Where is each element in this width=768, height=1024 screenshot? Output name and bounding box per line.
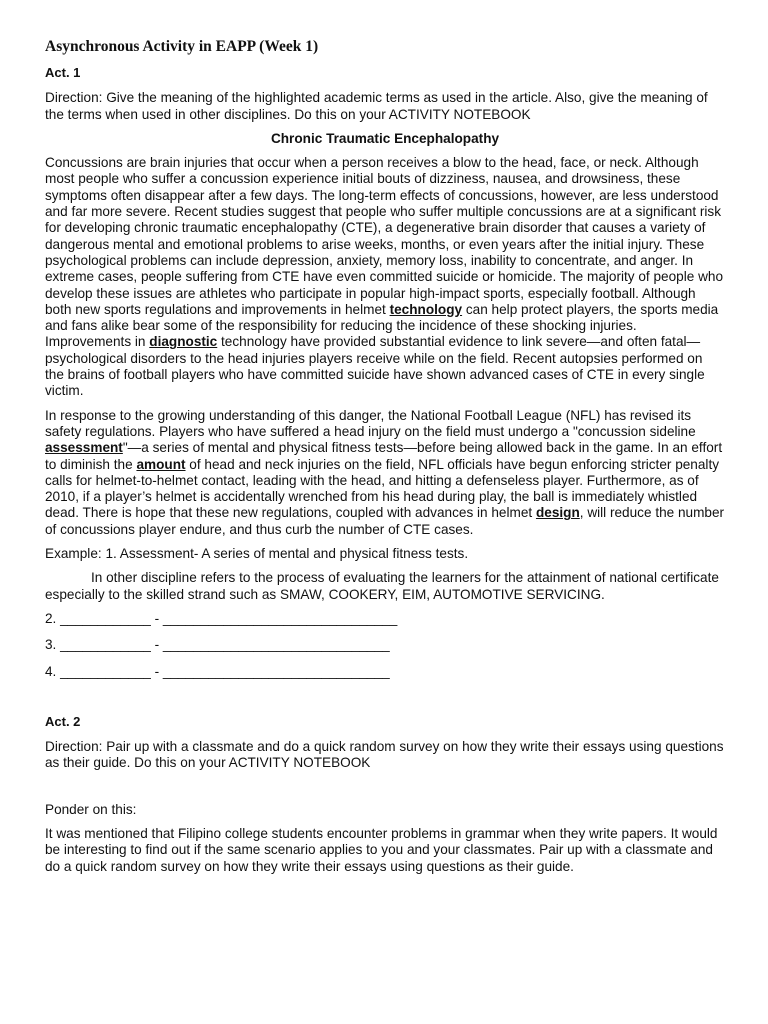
ponder-text: It was mentioned that Filipino college students encounter problems in grammar when they write papers. It would be interesting to find out if the same scenario applies to you and your classmates. Pair up with a classmate and do a quick random survey on how they write their essays using questions as their guide. — [45, 825, 718, 874]
term-diagnostic: diagnostic — [149, 334, 218, 350]
term-amount: amount — [136, 456, 186, 472]
paragraph-text: "—a series of mental and physical fitness tests—before being allowed back in the game. In an effort to diminish the — [45, 440, 723, 472]
article-title: Chronic Traumatic Encephalopathy — [270, 130, 500, 146]
act1-heading: Act. 1 — [45, 65, 81, 80]
paragraph-text: technology have provided substantial evidence to link severe—and often fatal—psychological disorders to the head injuries players receive while on the field. Recent autopsies performed on the brains of football players who have committed suicide have shown advanced cases of CTE in every single victim. — [45, 334, 705, 399]
example-other-discipline: In other discipline refers to the process of evaluating the learners for the attainment of national certificate especially to the skilled strand such as SMAW, COOKERY, EIM, AUTOMOTIVE SERVICING. — [45, 570, 719, 602]
term-assessment: assessment — [45, 440, 123, 456]
blank-item-4: 4. ____________ - ______________________________ — [45, 663, 390, 679]
act2-heading: Act. 2 — [45, 713, 81, 729]
ponder-label: Ponder on this: — [45, 801, 137, 817]
document-title: Asynchronous Activity in EAPP (Week 1) — [45, 38, 319, 55]
spacer — [45, 690, 725, 714]
paragraph-text: , will reduce the number of concussions player endure, and thus curb the number of CTE cases. — [45, 505, 725, 537]
blank-item-3: 3. ____________ - ______________________________ — [45, 637, 390, 653]
term-design: design — [535, 505, 580, 521]
example-line: Example: 1. Assessment- A series of mental and physical fitness tests. — [45, 546, 469, 562]
paragraph-text: of head and neck injuries on the field, NFL officials have begun enforcing stricter penalty calls for helmet-to-helmet contact, leading with the head, and hitting a defenseless player. Furthermore, as of 2010, if a player’s helmet is accidentally wrenched from his head during play, the ball is immediately whistled dead. There is hope that these new regulations, coupled with advances in helmet — [45, 456, 720, 521]
act2-direction: Direction: Pair up with a classmate and do a quick random survey on how they write their essays using questions as their guide. Do this on your ACTIVITY NOTEBOOK — [45, 739, 724, 771]
term-technology: technology — [389, 301, 463, 317]
paragraph-text: Concussions are brain injuries that occur when a person receives a blow to the head, face, or neck. Although most people who suffer a concussion experience initial bouts of dizziness, nausea, and drowsiness, these symptoms often disappear after a few days. The long-term effects of concussions, however, are less understood and far more severe. Recent studies suggest that people who suffer multiple concussions are at a significant risk for developing chronic traumatic encephalopathy (CTE), a degenerative brain disorder that causes a variety of dangerous mental and emotional problems to arise weeks, months, or even years after the initial injury. These psychological problems can include depression, anxiety, memory loss, inability to concentrate, and anger. In extreme cases, people suffering from CTE have even committed suicide or homicide. The majority of people who develop these issues are athletes who participate in popular high-impact sports, especially football. Although both new sports regulations and improvements in helmet — [45, 155, 724, 317]
article-paragraph-1 — [45, 155, 725, 399]
blank-item-2: 2. ____________ - _______________________________ — [45, 610, 398, 626]
document-page — [45, 38, 725, 883]
act1-direction: Direction: Give the meaning of the highlighted academic terms as used in the article. Also, give the meaning of the terms when used in other disciplines. Do this on your ACTIVITY NOTEBOOK — [45, 90, 708, 122]
article-paragraph-2 — [45, 408, 725, 538]
spacer — [45, 780, 725, 802]
paragraph-text: can help protect players, the sports media and fans alike bear some of the responsibility for reducing the incidence of these shocking injuries. Improvements in — [45, 301, 719, 350]
paragraph-text: In response to the growing understanding of this danger, the National Football League (NFL) has revised its safety regulations. Players who have suffered a head injury on the field must undergo a "concussion sideline — [45, 407, 696, 439]
